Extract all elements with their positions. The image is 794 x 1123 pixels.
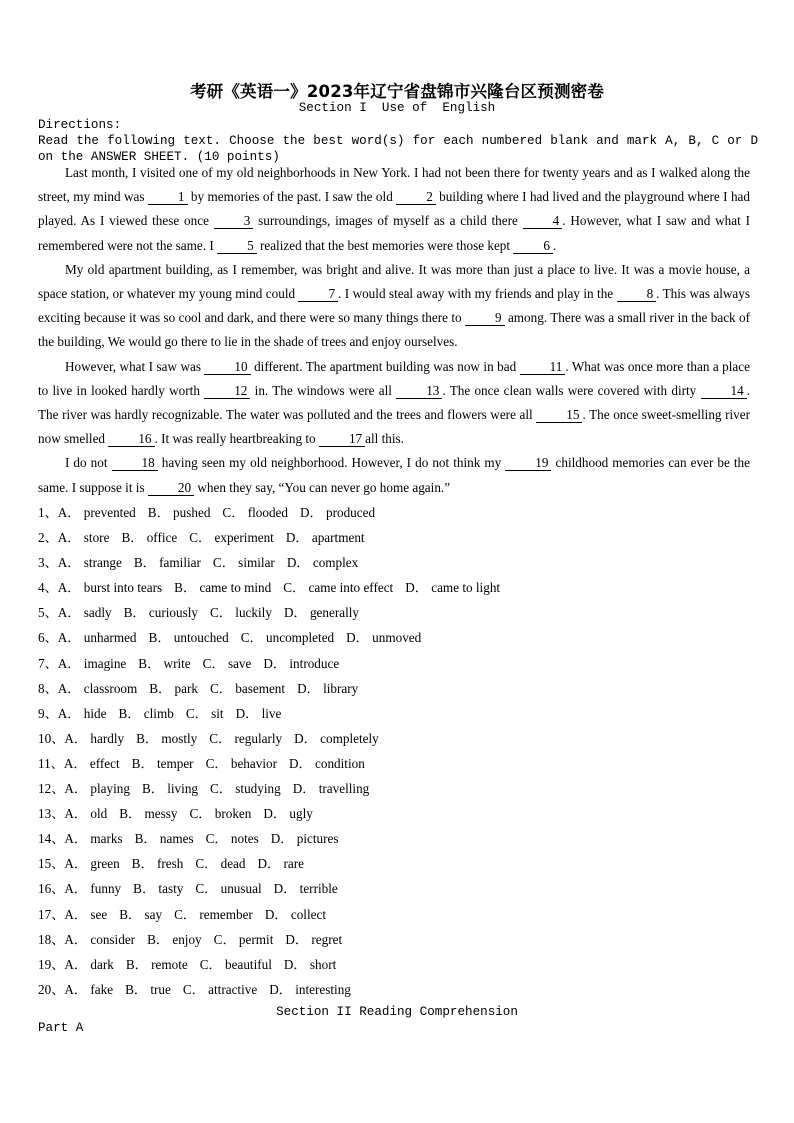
question-number: 16、 — [38, 881, 65, 897]
question-row — [38, 525, 750, 550]
question-row — [38, 500, 750, 525]
blank-8: 8 — [617, 287, 657, 302]
option-c: C． remember — [174, 906, 253, 922]
option-d: D． travelling — [292, 781, 370, 797]
option-a: A． funny — [64, 881, 122, 897]
directions-label: Directions: — [38, 118, 122, 132]
paragraph-1 — [38, 161, 750, 258]
passage-text: . The river was hardly recognizable. The water was polluted and the trees and flowers were all — [38, 382, 750, 423]
question-number: 17、 — [38, 906, 65, 922]
option-b: B． pushed — [147, 505, 211, 520]
option-b: B． climb — [118, 705, 174, 721]
passage-text: surroundings, images of myself as a child there — [253, 213, 523, 229]
blank-7: 7 — [298, 287, 338, 302]
option-a: A． consider — [64, 931, 136, 947]
option-b: B． office — [121, 530, 178, 546]
option-b: B． temper — [131, 755, 194, 771]
option-c: C． basement — [209, 680, 286, 696]
blank-17: 17 — [319, 432, 365, 447]
option-b: B． untouched — [148, 630, 229, 646]
option-a: A． old — [64, 806, 108, 822]
option-c: C． studying — [210, 781, 281, 797]
blank-9: 9 — [465, 311, 505, 326]
paragraph-4 — [38, 451, 750, 499]
passage-text: in. The windows were all — [250, 382, 397, 398]
blank-18: 18 — [112, 456, 158, 471]
cloze-passage — [38, 161, 750, 500]
paragraph-2 — [38, 258, 750, 355]
option-d: D． short — [283, 956, 337, 972]
question-number: 19、 — [38, 956, 65, 972]
option-c: C． broken — [189, 806, 252, 822]
question-row — [38, 851, 750, 876]
passage-text: realized that the best memories were those kept — [256, 237, 514, 253]
option-a: A． burst into tears — [57, 580, 163, 596]
option-c: C． sit — [185, 705, 224, 721]
option-d: D． completely — [294, 730, 379, 746]
option-d: D． rare — [257, 856, 305, 872]
blank-5: 5 — [217, 239, 257, 254]
question-row — [38, 977, 750, 1002]
passage-text: I do not — [65, 455, 112, 471]
question-number: 6、 — [38, 630, 58, 646]
option-a: A． effect — [63, 755, 120, 771]
section-heading-reading: Section II Reading Comprehension — [276, 1005, 518, 1019]
question-row — [38, 801, 750, 826]
passage-text: having seen my old neighborhood. However, I do not think my — [157, 455, 506, 471]
option-c: C． experiment — [189, 530, 274, 546]
option-c: C． unusual — [195, 881, 262, 897]
option-b: B． messy — [119, 806, 178, 822]
option-b: B． enjoy — [147, 931, 202, 947]
page-title: 考研《英语一》2023年辽宁省盘锦市兴隆台区预测密卷 — [189, 82, 605, 101]
question-row — [38, 701, 750, 726]
passage-text: . However, what I saw and what I remembered were not the same. I — [38, 213, 750, 253]
question-row — [38, 676, 750, 701]
question-number: 14、 — [38, 831, 65, 847]
passage-text: by memories of the past. I saw the old — [187, 189, 397, 205]
option-b: B． write — [138, 655, 191, 671]
question-row — [38, 927, 750, 952]
passage-text: . What was once more than a place to live in looked hardly worth — [38, 358, 750, 398]
option-a: A． hardly — [64, 730, 125, 746]
option-d: D． condition — [289, 755, 365, 771]
option-b: B． fresh — [131, 856, 184, 872]
question-row — [38, 651, 750, 676]
option-d: D． pictures — [270, 831, 339, 847]
option-a: A． unharmed — [57, 630, 137, 646]
question-number: 10、 — [38, 730, 65, 746]
option-c: C． behavior — [205, 755, 277, 771]
passage-text: childhood memories can ever be the same. I suppose it is — [38, 455, 750, 495]
question-row — [38, 902, 750, 927]
question-options-list — [38, 500, 750, 1002]
blank-10: 10 — [204, 360, 250, 375]
option-d: D． terrible — [273, 881, 338, 897]
option-b: B． tasty — [133, 881, 184, 897]
passage-text: However, what I saw was — [65, 358, 205, 374]
option-d: D． generally — [283, 605, 360, 621]
question-number: 8、 — [38, 680, 58, 696]
option-c: C． uncompleted — [240, 630, 335, 646]
blank-19: 19 — [505, 456, 551, 471]
option-d: D． came to light — [405, 580, 501, 596]
passage-text: when they say, “You can never go home again.” — [194, 479, 451, 495]
passage-text: different. The apartment building was now in bad — [250, 358, 520, 374]
option-d: D． ugly — [263, 806, 313, 822]
option-a: A． dark — [64, 956, 114, 972]
question-number: 13、 — [38, 806, 65, 822]
option-c: C． regularly — [209, 730, 283, 746]
option-a: A． store — [57, 530, 110, 546]
question-row — [38, 625, 750, 650]
option-a: A． strange — [57, 555, 122, 571]
passage-text: among. There was a small river in the back of the building, We would go there to lie in the shade of trees and enjoy ourselves. — [38, 310, 750, 350]
question-number: 4、 — [38, 580, 58, 596]
question-number: 12、 — [38, 781, 65, 797]
question-row — [38, 575, 750, 600]
option-d: D． interesting — [269, 981, 351, 997]
passage-text: . This was always exciting because it was so cool and dark, and there were so many things there to — [38, 286, 750, 326]
blank-15: 15 — [536, 408, 582, 423]
option-d: D． unmoved — [346, 630, 422, 646]
passage-text: building where I had lived and the playground where I had played. As I viewed these once — [38, 189, 750, 229]
option-d: D． regret — [285, 931, 343, 947]
blank-14: 14 — [701, 384, 747, 399]
option-c: C． luckily — [210, 605, 272, 621]
question-number: 15、 — [38, 856, 65, 872]
option-b: B． remote — [125, 956, 188, 972]
question-row — [38, 876, 750, 901]
blank-6: 6 — [513, 239, 553, 254]
option-a: A． classroom — [57, 680, 138, 696]
option-c: C． flooded — [222, 505, 288, 520]
option-b: B． familiar — [133, 555, 201, 571]
option-a: A． prevented — [57, 505, 136, 520]
option-b: B． mostly — [136, 730, 198, 746]
option-d: D． introduce — [263, 655, 340, 671]
passage-text: Last month, I visited one of my old neighborhoods in New York. I had not been there for twenty years and as I walked along the street, my mind was — [38, 165, 750, 205]
blank-11: 11 — [520, 360, 566, 375]
option-c: C． similar — [212, 555, 275, 571]
passage-text: My old apartment building, as I remember, was bright and alive. It was more than just a place to live. It was a movie house, a space station, or whatever my young mind could — [38, 261, 750, 302]
option-a: A． sadly — [57, 605, 112, 621]
blank-20: 20 — [148, 481, 194, 496]
blank-16: 16 — [108, 432, 154, 447]
question-row — [38, 550, 750, 575]
option-c: C． came into effect — [283, 580, 394, 596]
option-d: D． apartment — [285, 530, 365, 546]
option-d: D． complex — [286, 555, 359, 571]
passage-text: . It was really heartbreaking to — [154, 431, 319, 447]
blank-2: 2 — [396, 190, 436, 205]
option-a: A． playing — [64, 781, 130, 797]
option-c: C． attractive — [182, 981, 258, 997]
question-row — [38, 952, 750, 977]
option-c: C． permit — [213, 931, 274, 947]
question-number: 18、 — [38, 931, 65, 947]
question-number: 20、 — [38, 981, 65, 997]
option-d: D． produced — [300, 505, 376, 520]
passage-text: all this. — [365, 431, 404, 447]
option-d: D． collect — [264, 906, 326, 922]
option-b: B． names — [134, 831, 194, 847]
question-number: 7、 — [38, 655, 58, 671]
option-a: A． marks — [64, 831, 123, 847]
blank-12: 12 — [204, 384, 250, 399]
question-number: 5、 — [38, 605, 58, 621]
option-d: D． live — [235, 705, 282, 721]
question-number: 11、 — [38, 755, 64, 771]
option-c: C． dead — [195, 856, 246, 872]
question-row — [38, 826, 750, 851]
question-row — [38, 600, 750, 625]
passage-text: . I would steal away with my friends and play in the — [338, 286, 617, 302]
question-number: 9、 — [38, 705, 58, 721]
question-row — [38, 726, 750, 751]
blank-1: 1 — [148, 190, 188, 205]
question-row — [38, 751, 750, 776]
blank-4: 4 — [523, 214, 563, 229]
option-c: C． save — [202, 655, 252, 671]
passage-text: . The once clean walls were covered with dirty — [442, 382, 701, 398]
blank-13: 13 — [396, 384, 442, 399]
option-a: A． hide — [57, 705, 107, 721]
blank-3: 3 — [214, 214, 254, 229]
option-b: B． living — [141, 781, 199, 797]
option-d: D． library — [297, 680, 359, 696]
paragraph-3 — [38, 355, 750, 452]
option-c: C． notes — [205, 831, 259, 847]
question-row — [38, 776, 750, 801]
option-b: B． say — [119, 906, 163, 922]
option-c: C． beautiful — [199, 956, 272, 972]
part-a-heading: Part A — [38, 1021, 84, 1035]
option-b: B． park — [149, 680, 198, 696]
option-b: B． came to mind — [174, 580, 272, 596]
directions-text: Read the following text. Choose the best word(s) for each numbered blank and mark A, B, C or D on the ANSWER SHEET. (10 points) — [38, 134, 758, 164]
question-number: 1、 — [38, 505, 58, 520]
option-a: A． fake — [64, 981, 114, 997]
option-a: A． green — [64, 856, 120, 872]
option-a: A． imagine — [57, 655, 127, 671]
question-number: 2、 — [38, 530, 58, 546]
option-a: A． see — [64, 906, 108, 922]
section-heading-use-of-english: Section I Use of English — [298, 101, 496, 115]
passage-text: . The once sweet-smelling river now smelled — [38, 407, 750, 447]
option-b: B． curiously — [123, 605, 199, 621]
option-b: B． true — [125, 981, 171, 997]
question-number: 3、 — [38, 555, 58, 571]
passage-text: . — [552, 237, 557, 253]
